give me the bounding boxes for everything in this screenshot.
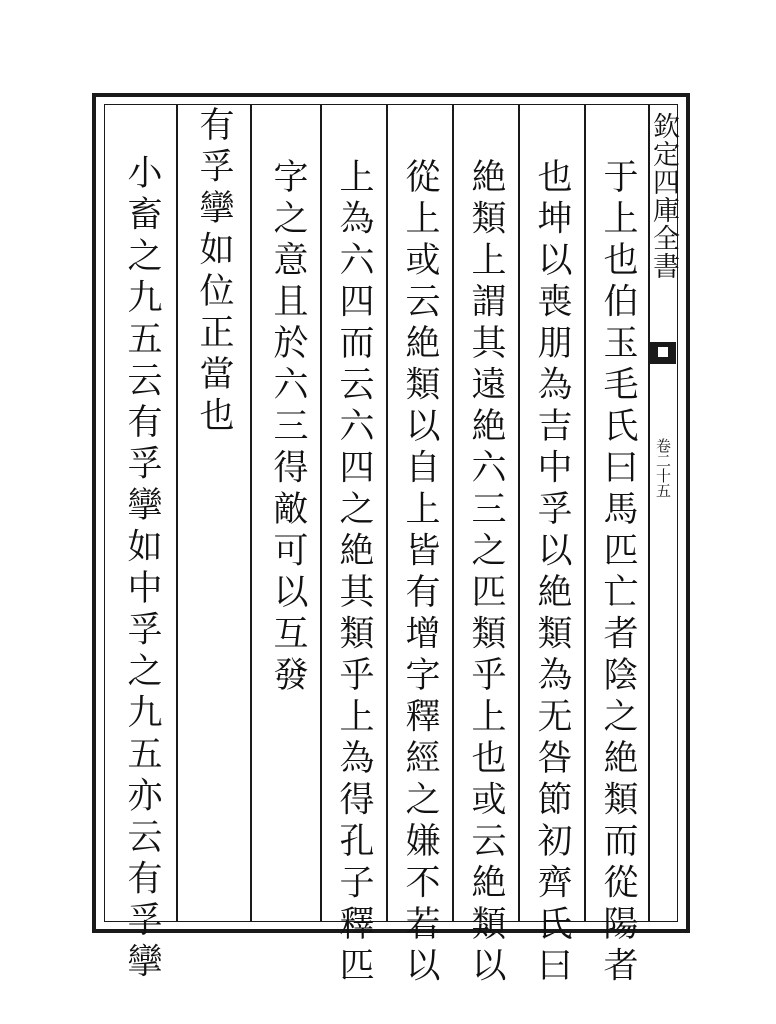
- column-divider: [176, 104, 178, 922]
- text-column: 也坤以喪朋為吉中孚以絶類為无咎節初齊氏曰: [532, 158, 572, 988]
- volume-number: 卷二十五: [654, 438, 672, 498]
- column-divider: [320, 104, 322, 922]
- column-divider: [386, 104, 388, 922]
- column-divider: [584, 104, 586, 922]
- fish-tail-mark: [650, 342, 676, 364]
- column-divider: [518, 104, 520, 922]
- column-divider: [250, 104, 252, 922]
- text-column: 字之意且於六三得敵可以互發: [268, 158, 308, 698]
- text-column: 于上也伯玉毛氏曰馬匹亡者陰之絶類而從陽者: [598, 158, 638, 988]
- text-column-heading: 有孚攣如位正當也: [194, 106, 234, 438]
- margin-column: [648, 104, 678, 922]
- column-divider: [452, 104, 454, 922]
- book-title: 欽定四庫全書: [648, 112, 679, 280]
- text-column: 從上或云絶類以自上皆有增字釋經之嫌不若以: [400, 158, 440, 988]
- text-column: 絶類上謂其遠絶六三之匹類乎上也或云絶類以: [466, 158, 506, 988]
- text-column: 小畜之九五云有孚攣如中孚之九五亦云有孚攣: [122, 154, 162, 984]
- text-column: 上為六四而云六四之絶其類乎上為得孔子釋匹: [334, 158, 374, 988]
